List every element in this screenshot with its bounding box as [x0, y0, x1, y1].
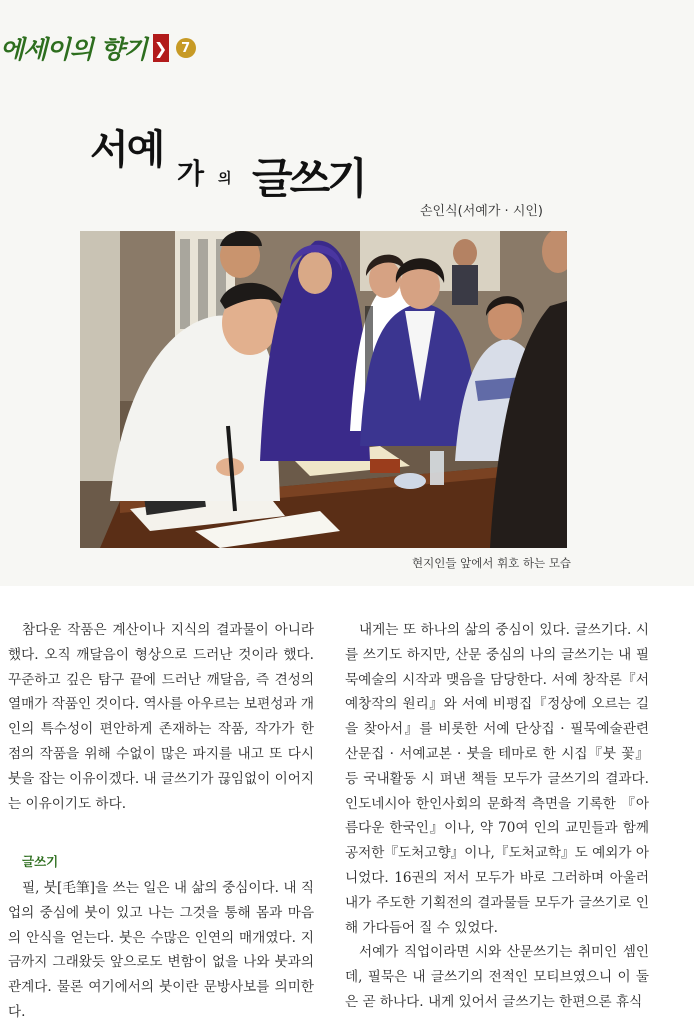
photo-caption: 현지인들 앞에서 휘호 하는 모습 — [412, 556, 572, 570]
title-part-2: 가 — [177, 157, 205, 190]
body-column-left-lower — [8, 876, 314, 1024]
series-name: 에세이의 향기 — [0, 35, 147, 64]
body-column-right — [345, 618, 649, 1015]
body-paragraph: 참다운 작품은 계산이나 지식의 결과물이 아니라 했다. 오직 깨달음이 형상으로 드러난 것이라 했다. 꾸준하고 깊은 탐구 끝에 드러난 깨달음, 즉 견성의 열매가 작품인 것이다. 역사를 아우르는 보편성과 개인의 특수성이 편안하게 존재하는 작품, 작가가 한 점의 작품을 위해 수없이 많은 파지를 내고 또 다시 붓을 잡는 이유이겠다. 내 글쓰기가 끊임없이 이어지는 이유이기도 하다. — [8, 622, 315, 812]
body-paragraph: 필, 붓[毛筆]을 쓰는 일은 내 삶의 중심이다. 내 직업의 중심에 붓이 있고 나는 그것을 통해 몸과 마음의 안식을 얻는다. 붓은 수많은 인연의 매개였다. 지금까지 그래왔듯 앞으로도 변함이 없을 나와 붓과의 관계다. 물론 여기에서의 붓이란 문방사보를 의미한다. — [8, 880, 314, 1020]
section-subheading: 글쓰기 — [22, 854, 59, 869]
issue-number-badge: 7 — [176, 38, 196, 58]
title-part-3: 의 — [218, 171, 232, 187]
body-paragraph: 서예가 직업이라면 시와 산문쓰기는 취미인 셈인데, 필묵은 내 글쓰기의 전적인 모티브였으니 이 둘은 곧 하나다. 내게 있어서 글쓰기는 한편으론 휴식 — [345, 944, 649, 1010]
article-photo — [80, 231, 567, 548]
chevron-right-icon: ❯ — [153, 34, 169, 62]
series-header — [0, 30, 196, 66]
article-title — [82, 118, 402, 208]
calligraphy-demonstration-photo — [80, 231, 567, 548]
author-byline: 손인식(서예가 · 시인) — [420, 204, 544, 219]
title-part-4: 글쓰기 — [252, 154, 365, 203]
title-part-1: 서예 — [90, 126, 164, 173]
body-column-left — [8, 618, 314, 816]
body-paragraph: 내게는 또 하나의 삶의 중심이 있다. 글쓰기다. 시를 쓰기도 하지만, 산문 중심의 나의 글쓰기는 내 필묵예술의 시작과 맺음을 담당한다. 서예 창작론『서예창작의 원리』와 서예 비평집『정상에 오르는 길을 찾아서』를 비롯한 서예 단상집 · 필묵예술관련 산문집 · 서예교본 · 붓을 테마로 한 시집『붓 꽃』등 국내활동 시 펴낸 책들 모두가 글쓰기의 결과다. 인도네시아 한인사회의 문화적 측면을 기록한 『아름다운 한국인』이나, 약 70여 인의 교민들과 함께 공저한『도처고향』이나,『도처교학』도 예외가 아니었다. 16권의 저서 모두가 바로 그러하며 아울러 내가 주도한 기획전의 결과물들 모두가 글쓰기로 인해 가다듬어 질 수 있었다. — [345, 622, 650, 936]
